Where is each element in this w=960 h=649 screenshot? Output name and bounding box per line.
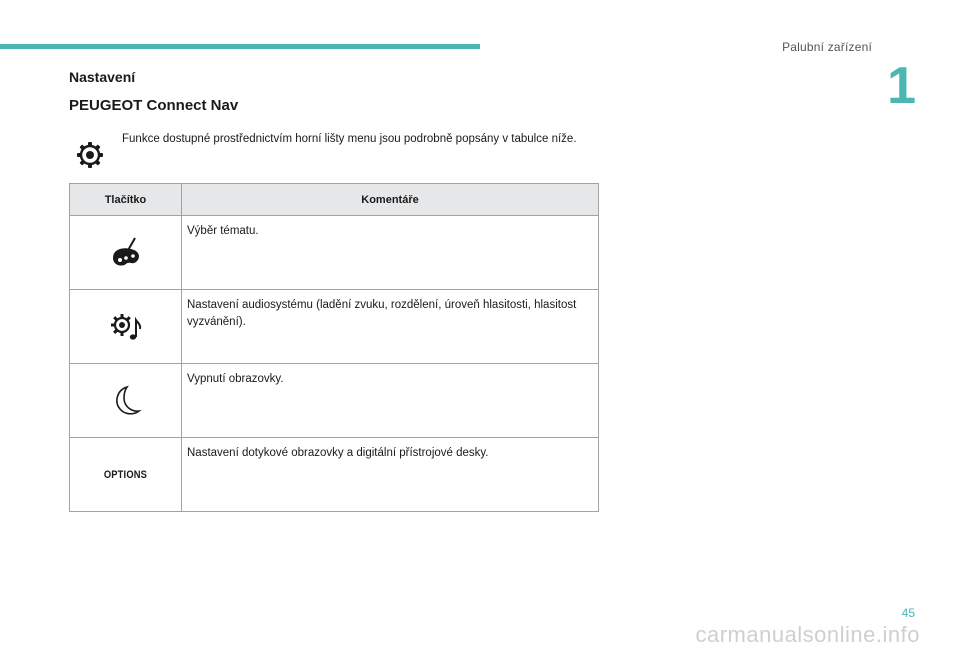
subsection-title: PEUGEOT Connect Nav xyxy=(69,97,239,114)
gear-icon xyxy=(75,140,105,170)
table-row xyxy=(70,216,599,290)
palette-icon xyxy=(109,236,143,270)
row-comment: Vypnutí obrazovky. xyxy=(182,364,599,438)
watermark: carmanualsonline.info xyxy=(695,622,920,647)
moon-icon xyxy=(109,384,143,418)
table-row xyxy=(70,364,599,438)
section-title: Nastavení xyxy=(69,69,136,85)
intro-text: Funkce dostupné prostřednictvím horní lišty menu jsou podrobně popsány v tabulce níže. xyxy=(122,133,577,145)
table-row xyxy=(70,438,599,512)
column-header-button: Tlačítko xyxy=(70,184,182,216)
row-comment: Nastavení audiosystému (ladění zvuku, rozdělení, úroveň hlasitosti, hlasitost vyzvánění). xyxy=(182,290,599,364)
chapter-title: Palubní zařízení xyxy=(782,40,872,54)
row-comment: Nastavení dotykové obrazovky a digitální přístrojové desky. xyxy=(182,438,599,512)
row-comment: Výběr tématu. xyxy=(182,216,599,290)
header-accent-bar xyxy=(0,44,480,49)
page-number: 45 xyxy=(901,606,915,620)
table-header-row xyxy=(70,184,599,216)
options-label: OPTIONS xyxy=(103,468,148,481)
settings-table xyxy=(69,183,599,512)
chapter-number: 1 xyxy=(887,57,916,115)
gear-music-icon xyxy=(109,310,143,344)
column-header-comments: Komentáře xyxy=(182,184,599,216)
table-row xyxy=(70,290,599,364)
